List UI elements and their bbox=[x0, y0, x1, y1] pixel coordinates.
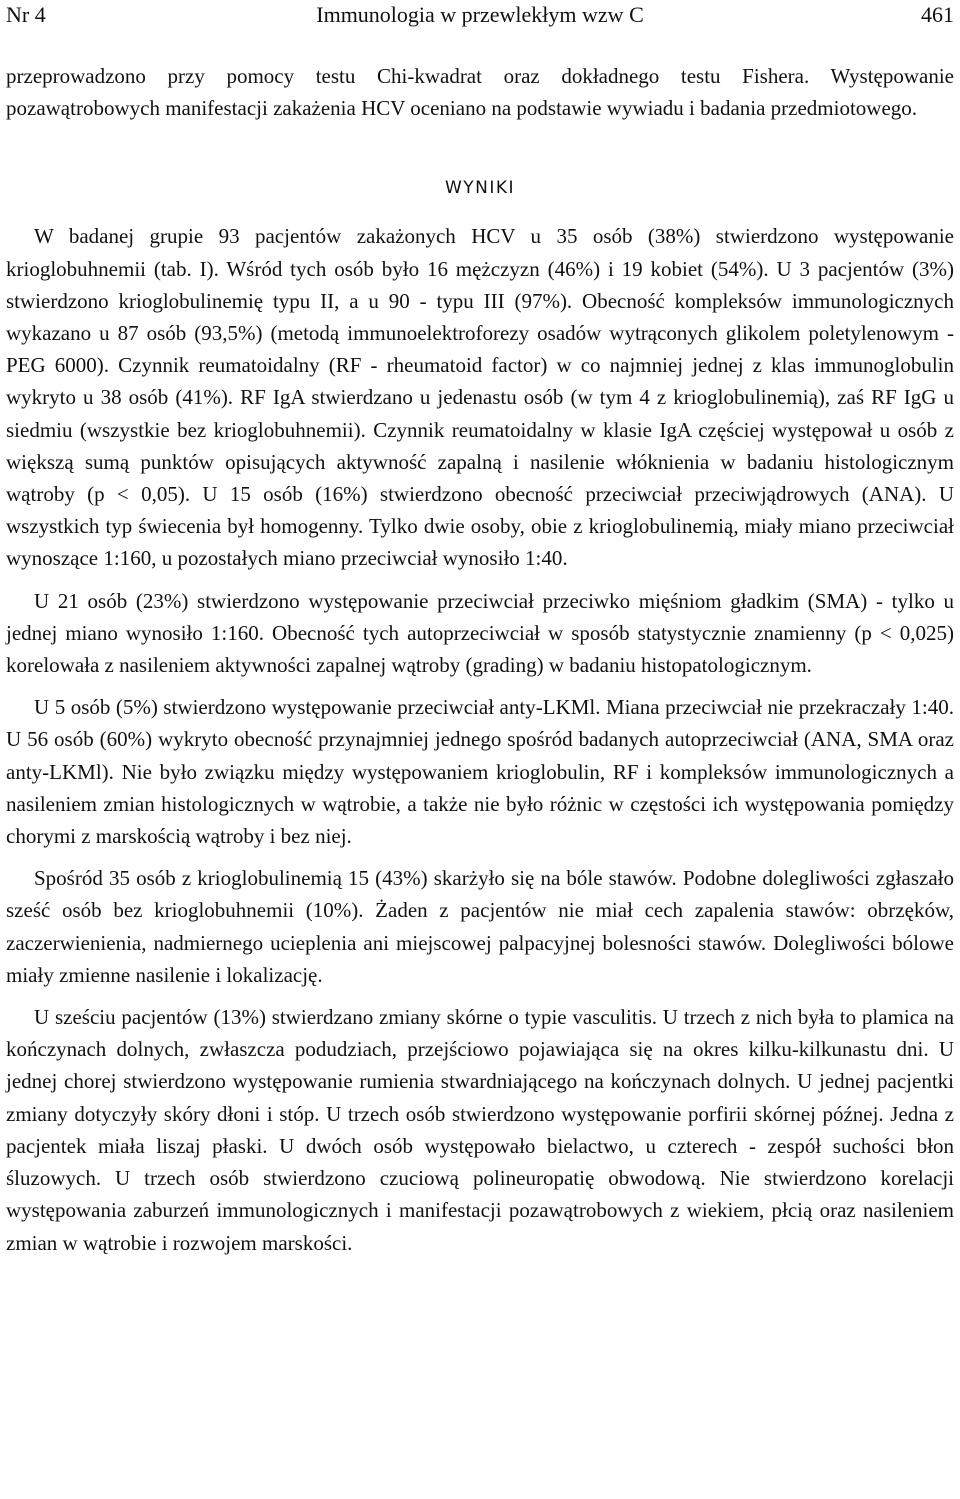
article-body bbox=[6, 60, 954, 1259]
results-paragraph-5: U sześciu pacjentów (13%) stwierdzano zmiany skórne o typie vasculitis. U trzech z nich była to plamica na kończynach dolnych, zwłaszcza podudziach, przejściowo pojawiająca się na okres kilku-kilkunastu dni. U jednej chorej stwierdzono występowanie rumienia stwardniającego na kończynach dolnych. U jednej pacjentki zmiany dotyczyły skóry dłoni i stóp. U trzech osób stwierdzono występowanie porfirii skórnej późnej. Jedna z pacjentek miała liszaj płaski. U dwóch osób występowało bielactwo, u czterech - zespół suchości błon śluzowych. U trzech osób stwierdzono czuciową polineuropatię obwodową. Nie stwierdzono korelacji występowania zaburzeń immunologicznych i manifestacji pozawątrobowych z wiekiem, płcią oraz nasileniem zmian w wątrobie i rozwojem marskości. bbox=[6, 1005, 954, 1255]
results-paragraph-2: U 21 osób (23%) stwierdzono występowanie przeciwciał przeciwko mięśniom gładkim (SMA) - tylko u jednej miano wynosiło 1:160. Obecność tych autoprzeciwciał w sposób statystycznie znamienny (p < 0,025) korelowała z nasileniem aktywności zapalnej wątroby (grading) w badaniu histopatologicznym. bbox=[6, 588, 954, 678]
running-head bbox=[6, 0, 954, 34]
continued-paragraph: przeprowadzono przy pomocy testu Chi-kwadrat oraz dokładnego testu Fishera. Występowanie pozawątrobowych manifestacji zakażenia HCV oceniano na podstawie wywiadu i badania przedmiotowego. bbox=[6, 64, 954, 121]
journal-issue: Nr 4 bbox=[6, 2, 46, 27]
page bbox=[6, 0, 954, 1259]
results-paragraph-1: W badanej grupie 93 pacjentów zakażonych HCV u 35 osób (38%) stwierdzono występowanie krioglobuhnemii (tab. I). Wśród tych osób było 16 mężczyzn (46%) i 19 kobiet (54%). U 3 pacjentów (3%) stwierdzono krioglobulinemię typu II, a u 90 - typu III (97%). Obecność kompleksów immunologicznych wykazano u 87 osób (93,5%) (metodą immunoelektroforezy osadów wytrąconych glikolem poletylenowym - PEG 6000). Czynnik reumatoidalny (RF - rheumatoid factor) w co najmniej jednej z klas immunoglobulin wykryto u 38 osób (41%). RF IgA stwierdzano u jedenastu osób (w tym 4 z krioglobulinemią), zaś RF IgG u siedmiu (wszystkie bez krioglobuhnemii). Czynnik reumatoidalny w klasie IgA częściej występował u osób z większą sumą punktów opisujących aktywność zapalną i nasilenie włóknienia w badaniu histologicznym wątroby (p < 0,05). U 15 osób (16%) stwierdzono obecność przeciwciał przeciwjądrowych (ANA). U wszystkich typ świecenia był homogenny. Tylko dwie osoby, obie z krioglobulinemią, miały miano przeciwciał wynoszące 1:160, u pozostałych miano przeciwciał wynosiło 1:40. bbox=[6, 224, 954, 571]
results-paragraph-4: Spośród 35 osób z krioglobulinemią 15 (43%) skarżyło się na bóle stawów. Podobne dolegliwości zgłaszało sześć osób bez krioglobuhnemii (10%). Żaden z pacjentów nie miał cech zapalenia stawów: obrzęków, zaczerwienienia, nadmiernego ucieplenia ani miejscowej palpacyjnej bolesności stawów. Dolegliwości bólowe miały zmienne nasilenie i lokalizację. bbox=[6, 866, 954, 987]
results-paragraph-3: U 5 osób (5%) stwierdzono występowanie przeciwciał anty-LKMl. Miana przeciwciał nie przekraczały 1:40. U 56 osób (60%) wykryto obecność przynajmniej jednego spośród badanych autoprzeciwciał (ANA, SMA oraz anty-LKMl). Nie było związku między występowaniem krioglobulin, RF i kompleksów immunologicznych a nasileniem zmian histologicznych w wątrobie, a także nie było różnic w częstości ich występowania pomiędzy chorymi z marskością wątroby i bez niej. bbox=[6, 695, 954, 849]
section-heading: WYNIKI bbox=[444, 178, 516, 199]
running-title: Immunologia w przewlekłym wzw C bbox=[316, 2, 644, 27]
page-number: 461 bbox=[921, 2, 954, 27]
